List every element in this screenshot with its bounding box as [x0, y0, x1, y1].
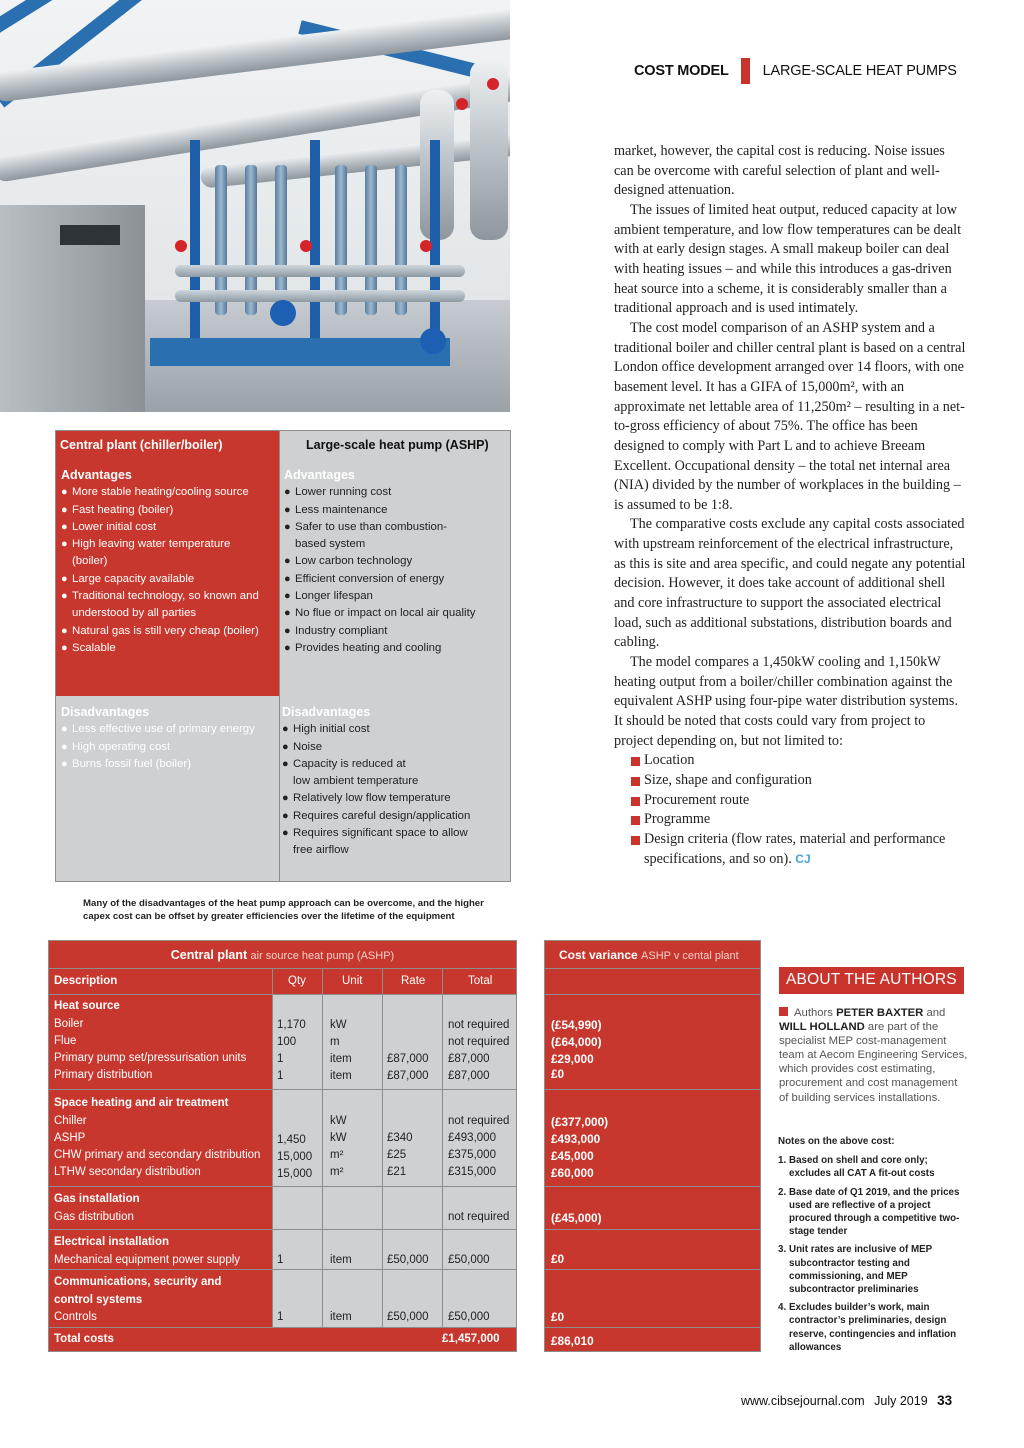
list-item: ● Less maintenance — [284, 502, 475, 519]
list-item: ● High initial cost — [282, 721, 470, 738]
author-name: WILL HOLLAND — [779, 1021, 865, 1034]
list-item: ● Capacity is reduced at — [282, 756, 470, 773]
list-item: ● More stable heating/cooling source — [61, 484, 259, 501]
variance-primary-distribution: £0 — [551, 1067, 565, 1081]
website: www.cibsejournal.com — [741, 1394, 865, 1408]
page-footer — [741, 1393, 952, 1408]
list-item: ● Lower initial cost — [61, 519, 259, 536]
list-item: ● Less effective use of primary energy — [61, 721, 255, 738]
variance-lthw: £60,000 — [551, 1166, 594, 1180]
about-authors-heading: ABOUT THE AUTHORS — [779, 967, 964, 994]
variance-boiler: (£54,990) — [551, 1018, 602, 1032]
list-item: ● Provides heating and cooling — [284, 640, 475, 657]
variance-gas: (£45,000) — [551, 1211, 602, 1225]
total-value: £1,457,000 — [442, 1333, 500, 1345]
note-item: 2. Base date of Q1 2019, and the prices used are reflective of a project procured through a competitive two-stage tender — [778, 1186, 960, 1238]
list-item: ● High leaving water temperature — [61, 536, 259, 553]
list-item: ● Longer lifespan — [284, 588, 475, 605]
total-row: Total costs £1,457,000 — [49, 1327, 516, 1351]
plant-room-photo — [0, 0, 510, 412]
list-item: ● Industry compliant — [284, 623, 475, 640]
signoff: CJ — [795, 851, 811, 866]
section-comms: Communications, security and — [54, 1276, 222, 1288]
list-item: ● Lower running cost — [284, 484, 475, 501]
variance-flue: (£64,000) — [551, 1035, 602, 1049]
list-item: ● No flue or impact on local air quality — [284, 605, 475, 622]
list-item-cont: low ambient temperature — [293, 775, 419, 788]
section-electrical: Electrical installation — [54, 1236, 170, 1248]
section-gas: Gas installation — [54, 1193, 140, 1205]
list-item: ● Low carbon technology — [284, 553, 475, 570]
pros-cons-table — [55, 430, 511, 882]
bullet-square — [779, 1007, 788, 1016]
list-item: ● Natural gas is still very cheap (boiler) — [61, 623, 259, 640]
paragraph: The model compares a 1,450kW cooling and 1,150kW heating output from a boiler/chiller combination against the equivalent ASHP using four-pipe water distribution systems. It should be noted that costs could vary from project to project depending on, but not limited to: — [614, 654, 958, 749]
list-item: ● Noise — [282, 739, 470, 756]
list-item-cont: understood by all parties — [72, 607, 197, 620]
heat-pump-advantages: Advantages ● Lower running cost ● Less maintenance ● Safer to use than combustion- based system ● Low carbon technology ● Efficient conversion of energy ● Longer lifespan ● No flue or impact on local air quality ● Industry compliant ● Provides heating and cooling — [284, 467, 475, 657]
page-number: 33 — [937, 1393, 953, 1408]
paragraph: The comparative costs exclude any capital costs associated with upstream reinforcement of the electrical infrastructure, as this is site and area specific, and could negate any potential decision. However, it does take account of additional shell and core infrastructure to support the associated electrical load, such as additional substations, distribution boards and cabling. — [614, 516, 966, 651]
variance-ashp: £493,000 — [551, 1132, 601, 1146]
paragraph: market, however, the capital cost is reducing. Noise issues can be overcome with careful selection of plant and well-designed attenuation. — [614, 143, 945, 199]
cost-table-title: Central plant air source heat pump (ASHP) — [49, 941, 516, 968]
list-item: ● Efficient conversion of energy — [284, 571, 475, 588]
cost-table: Central plant air source heat pump (ASHP) Description Qty Unit Rate Total Heat source Boiler 1,170 kW not required Flue 100 m not required Primary pump set/pressurisation units 1 item £87,000 £87,000 Primary distribution 1 item £87,000 £87,000 Space heating and air treatment Chiller kW not required ASHP 1,450 kW £340 £493,000 CHW primary and secondary distribution 15,000 m² £25 £375,000 LTHW secondary distribution 15,000 m² £21 £315,000 Gas installation Gas distribution not required Electrical installation Mechanical equipment power supply 1 item £50,000 £50,000 Communications, security and control systems Controls 1 item £50,000 £50,000 Total costs £1,457,000 — [48, 940, 517, 1352]
table-caption: Many of the disadvantages of the heat pump approach can be overcome, and the higher capex cost can be offset by greater efficiencies over the lifetime of the equipment — [83, 898, 484, 922]
cost-variance-column — [544, 940, 761, 1352]
author-name: PETER BAXTER — [836, 1007, 924, 1019]
central-plant-disadvantages: Disadvantages ● Less effective use of primary energy ● High operating cost ● Burns fossil fuel (boiler) — [61, 704, 255, 773]
list-item: Size, shape and configuration — [614, 771, 966, 791]
note-item: 1. Based on shell and core only; excludes all CAT A fit-out costs — [778, 1155, 935, 1180]
list-item: ● Relatively low flow temperature — [282, 790, 470, 807]
variance-controls: £0 — [551, 1310, 565, 1324]
header-divider — [741, 58, 750, 84]
list-item: ● Large capacity available — [61, 571, 259, 588]
variance-total: £86,010 — [551, 1334, 594, 1348]
list-item: Design criteria (flow rates, material and performance specifications, and so on). CJ — [614, 830, 966, 869]
variance-pump: £29,000 — [551, 1052, 594, 1066]
authors-bio: Authors PETER BAXTER and WILL HOLLAND are part of the specialist MEP cost-management team at Aecom Engineering Services, which provides cost estimating, procurement and cost management of building services installations. — [779, 1007, 968, 1104]
paragraph: The cost model comparison of an ASHP system and a traditional boiler and chiller central plant is based on a central London office development arranged over 14 floors, with one basement level. It has a GIFA of 15,000m², with an approximate net lettable area of 11,250m² – resulting in a net-to-gross efficiency of about 75%. The office has been designed to comply with Part L and to achieve Breeam Excellent. Occupational density – the total net internal area (NIA) divided by the number of workplaces in the building – is assumed to be 1:8. — [614, 319, 966, 513]
list-item: Location — [614, 751, 966, 771]
list-item: ● Fast heating (boiler) — [61, 502, 259, 519]
factor-list — [614, 751, 966, 869]
variance-title: Cost variance ASHP v cental plant — [559, 948, 739, 962]
section-space-heating: Space heating and air treatment — [54, 1097, 229, 1109]
topic-label: LARGE-SCALE HEAT PUMPS — [762, 63, 957, 79]
list-item: Procurement route — [614, 791, 966, 811]
central-plant-advantages: Advantages ● More stable heating/cooling source ● Fast heating (boiler) ● Lower initial cost ● High leaving water temperature (boiler) ● Large capacity available ● Traditional technology, so known and understood by all parties ● Natural gas is still very cheap (boiler) ● Scalable — [61, 467, 259, 657]
issue-date: July 2019 — [874, 1394, 928, 1408]
list-item-cont: based system — [295, 538, 366, 551]
list-item-cont: (boiler) — [72, 555, 108, 568]
list-item: Programme — [614, 810, 966, 830]
list-item: ● Traditional technology, so known and — [61, 588, 259, 605]
list-item: ● Safer to use than combustion- — [284, 519, 475, 536]
variance-mech: £0 — [551, 1252, 565, 1266]
paragraph: The issues of limited heat output, reduced capacity at low ambient temperature, and low flow temperatures can be dealt with at early design stages. A small makeup boiler can deal with heating issues – and while this introduces a gas-driven heat source into a scheme, it is considerably smaller than a traditional approach and is used intimately. — [614, 201, 962, 317]
note-item: 3. Unit rates are inclusive of MEP subcontractor testing and commissioning, and MEP subcontractor preliminaries — [778, 1244, 933, 1296]
variance-chw: £45,000 — [551, 1149, 594, 1163]
list-item: ● Scalable — [61, 640, 259, 657]
cost-table-header: Description Qty Unit Rate Total — [49, 968, 516, 994]
variance-chiller: (£377,000) — [551, 1115, 609, 1129]
section-heat-source: Heat source — [54, 1000, 120, 1012]
heat-pump-disadvantages: Disadvantages ● High initial cost ● Noise ● Capacity is reduced at low ambient temperature ● Relatively low flow temperature ● Requires careful design/application ● Requires significant space to allow free airflow — [282, 704, 470, 860]
note-item: 4. Excludes builder’s work, main contractor’s preliminaries, design reserve, contingencies and inflation allowances — [778, 1302, 957, 1353]
central-plant-header: Central plant (chiller/boiler) — [56, 431, 279, 461]
article-body — [614, 142, 966, 869]
section-label: COST MODEL — [634, 63, 729, 79]
section-header — [634, 58, 957, 84]
list-item: ● High operating cost — [61, 739, 255, 756]
list-item: ● Requires careful design/application — [282, 808, 470, 825]
list-item-cont: free airflow — [293, 844, 349, 857]
list-item: ● Requires significant space to allow — [282, 825, 470, 842]
list-item: ● Burns fossil fuel (boiler) — [61, 756, 255, 773]
heat-pump-header: Large-scale heat pump (ASHP) — [279, 431, 510, 461]
cost-notes: Notes on the above cost: 1. Based on shell and core only; excludes all CAT A fit-out costs 2. Base date of Q1 2019, and the prices used are reflective of a project procured through a competitive two-stage tender 3. Unit rates are inclusive of MEP subcontractor testing and commissioning, and MEP subcontractor preliminaries 4. Excludes builder’s work, main contractor’s preliminaries, design reserve, contingencies and inflation allowances — [778, 1135, 964, 1359]
